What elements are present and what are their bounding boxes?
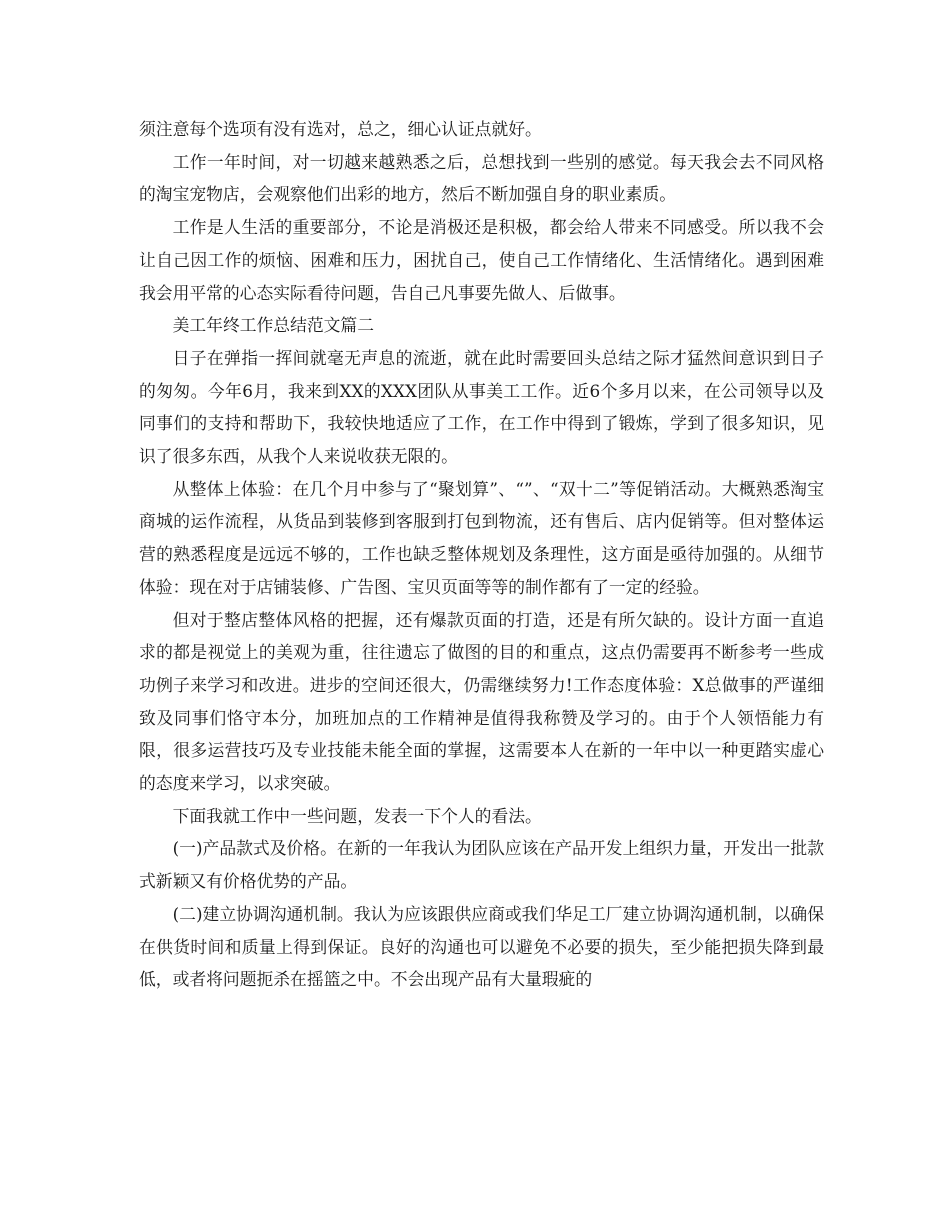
paragraph: 从整体上体验：在几个月中参与了“聚划算”、“”、“双十二”等促销活动。大概熟悉淘宝商城的运作流程，从货品到装修到客服到打包到物流，还有售后、店内促销等。但对整体运营的熟悉程度是远远不够的，工作也缺乏整体规划及条理性，这方面是亟待加强的。从细节体验：现在对于店铺装修、广告图、宝贝页面等等的制作都有了一定的经验。 bbox=[139, 478, 824, 597]
paragraph: 但对于整店整体风格的把握，还有爆款页面的打造，还是有所欠缺的。设计方面一直追求的都是视觉上的美观为重，往往遗忘了做图的目的和重点，这点仍需要再不断参考一些成功例子来学习和改进。进步的空间还很大，仍需继续努力!工作态度体验：X总做事的严谨细致及同事们恪守本分，加班加点的工作精神是值得我称赞及学习的。由于个人领悟能力有限，很多运营技巧及专业技能未能全面的掌握，这需要本人在新的一年中以一种更踏实虚心的态度来学习，以求突破。 bbox=[139, 609, 824, 794]
paragraph: 下面我就工作中一些问题，发表一下个人的看法。 bbox=[172, 805, 542, 826]
paragraph: 日子在弹指一挥间就毫无声息的流逝，就在此时需要回头总结之际才猛然间意识到日子的匆匆。今年6月，我来到XX的XXX团队从事美工工作。近6个多月以来，在公司领导以及同事们的支持和帮助下，我较快地适应了工作，在工作中得到了锻炼，学到了很多知识，见识了很多东西，从我个人来说收获无限的。 bbox=[139, 347, 824, 467]
list-item: (一)产品款式及价格。在新的一年我认为团队应该在产品开发上组织力量，开发出一批款式新颖又有价格优势的产品。 bbox=[139, 838, 824, 892]
list-item: (二)建立协调沟通机制。我认为应该跟供应商或我们华足工厂建立协调沟通机制，以确保在供货时间和质量上得到保证。良好的沟通也可以避免不必要的损失，至少能把损失降到最低，或者将问题扼杀在摇篮之中。不会出现产品有大量瑕疵的 bbox=[139, 903, 824, 990]
section-heading: 美工年终工作总结范文篇二 bbox=[172, 315, 374, 336]
document-body bbox=[139, 113, 824, 996]
paragraph: 工作是人生活的重要部分，不论是消极还是积极，都会给人带来不同感受。所以我不会让自己因工作的烦恼、困难和压力，困扰自己，使自己工作情绪化、生活情绪化。遇到困难我会用平常的心态实际看待问题，告自己凡事要先做人、后做事。 bbox=[139, 217, 824, 303]
paragraph-continuation: 须注意每个选项有没有选对，总之，细心认证点就好。 bbox=[139, 119, 542, 139]
paragraph: 工作一年时间，对一切越来越熟悉之后，总想找到一些别的感觉。每天我会去不同风格的淘宝宠物店，会观察他们出彩的地方，然后不断加强自身的职业素质。 bbox=[139, 151, 824, 205]
